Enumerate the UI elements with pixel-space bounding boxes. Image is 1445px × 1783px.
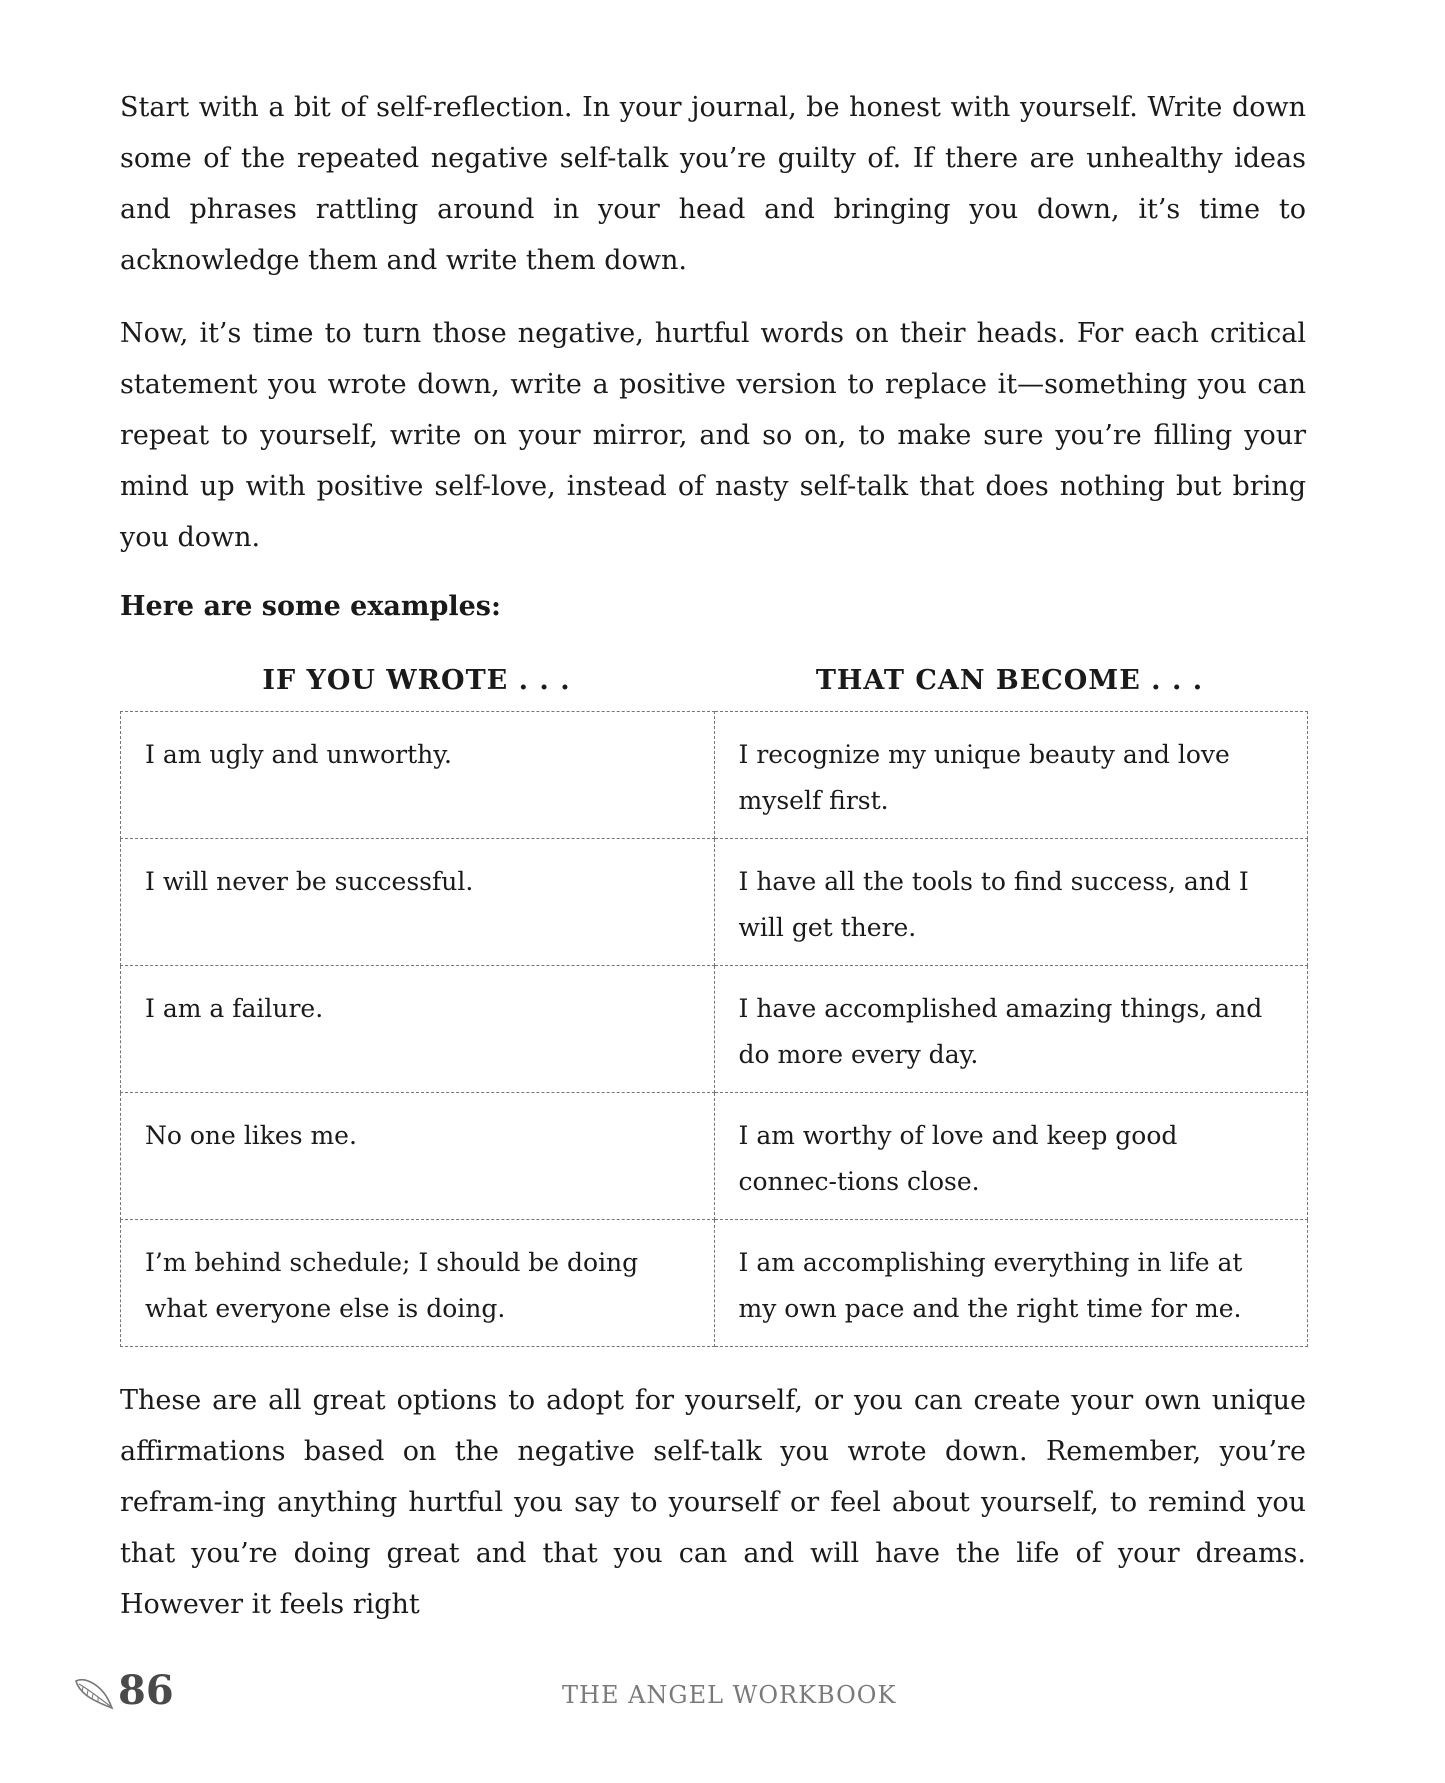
column-header-if-you-wrote: IF YOU WROTE . . . xyxy=(262,665,571,696)
negative-statement: No one likes me. xyxy=(121,1093,715,1220)
table-row xyxy=(121,1220,1308,1347)
paragraph-turn-negative: Now, it’s time to turn those negative, hurtful words on their heads. For each critical statement you wrote down, write a positive version to replace it—something you can repeat to yourself, write on your mirror, and so on, to make sure you’re filling your mind up with positive self-love, instead of nasty self-talk that does nothing but bring you down. xyxy=(120,318,1306,553)
negative-statement: I will never be successful. xyxy=(121,839,715,966)
positive-statement: I have accomplished amazing things, and do more every day. xyxy=(714,966,1308,1093)
table-row xyxy=(121,712,1308,839)
table-row xyxy=(121,966,1308,1093)
table-row xyxy=(121,1093,1308,1220)
examples-heading: Here are some examples: xyxy=(120,591,501,622)
feather-icon xyxy=(74,1675,114,1711)
negative-statement: I am ugly and unworthy. xyxy=(121,712,715,839)
positive-statement: I have all the tools to find success, and I will get there. xyxy=(714,839,1308,966)
page-number: 86 xyxy=(118,1667,174,1714)
negative-statement: I’m behind schedule; I should be doing what everyone else is doing. xyxy=(121,1220,715,1347)
negative-statement: I am a failure. xyxy=(121,966,715,1093)
positive-statement: I recognize my unique beauty and love myself first. xyxy=(714,712,1308,839)
examples-table xyxy=(120,711,1308,1347)
positive-statement: I am accomplishing everything in life at my own pace and the right time for me. xyxy=(714,1220,1308,1347)
column-header-that-can-become: THAT CAN BECOME . . . xyxy=(815,665,1204,696)
book-title: THE ANGEL WORKBOOK xyxy=(562,1681,897,1709)
paragraph-closing: These are all great options to adopt for yourself, or you can create your own unique affirmations based on the negative self-talk you wrote down. Remember, you’re refram-ing anything hurtful you say to yourself or feel about yourself, to remind you that you’re doing great and that you can and will have the life of your dreams. However it feels right xyxy=(120,1385,1306,1620)
table-column-headers xyxy=(120,661,1306,701)
table-row xyxy=(121,839,1308,966)
paragraph-self-reflection: Start with a bit of self-reflection. In your journal, be honest with yourself. Write down some of the repeated negative self-talk you’re guilty of. If there are unhealthy ideas and phrases rattling around in your head and bringing you down, it’s time to acknowledge them and write them down. xyxy=(120,92,1306,276)
positive-statement: I am worthy of love and keep good connec-tions close. xyxy=(714,1093,1308,1220)
page-content xyxy=(120,82,1306,1652)
page-footer xyxy=(74,1663,1374,1723)
